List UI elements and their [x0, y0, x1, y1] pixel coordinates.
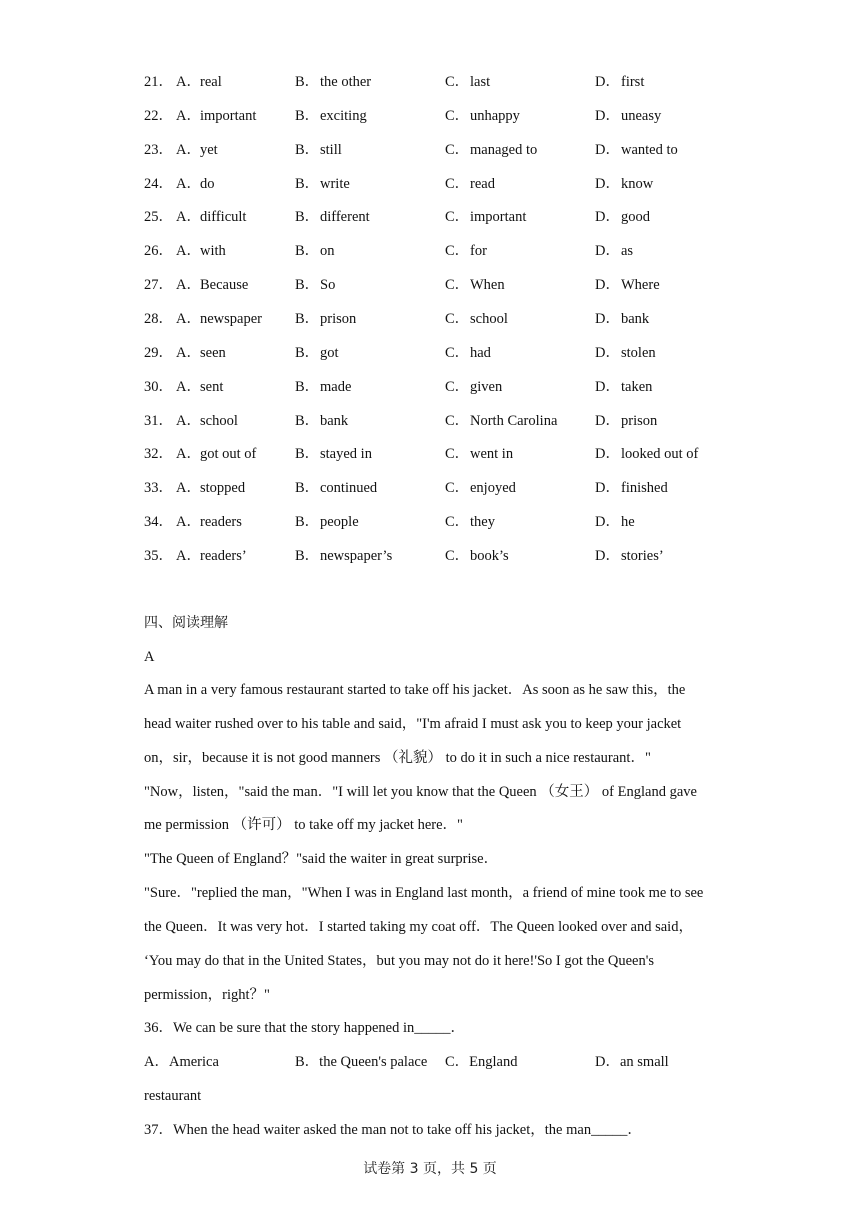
option-c[interactable]: unhappy [470, 107, 520, 124]
option-label-d: D． [595, 141, 620, 158]
option-c[interactable]: given [470, 378, 503, 395]
option-label-c: C． [445, 547, 470, 564]
question-number: 27． [144, 277, 173, 294]
option-b[interactable]: still [320, 141, 342, 158]
question-number: 35． [144, 547, 173, 564]
cloze-option-row [0, 336, 860, 370]
option-label-c: C． [445, 243, 470, 260]
passage-line: ‘You may do that in the United States，but you may not do it here!'So I got the Queen's [144, 952, 654, 969]
option-label-a: A． [176, 310, 201, 327]
option-label-c: C． [445, 446, 470, 463]
option-label-b: B． [295, 277, 320, 294]
option-label-a: A． [176, 277, 201, 294]
option-label-b: B． [295, 74, 320, 90]
option-d[interactable]: stolen [621, 344, 656, 361]
option-b[interactable]: continued [320, 480, 378, 497]
option-label-c: C． [445, 107, 470, 124]
question-number: 28． [144, 310, 173, 327]
q36-option-d[interactable]: D．an small [595, 1054, 669, 1070]
passage-line: head waiter rushed over to his table and said，"I'm afraid I must ask you to keep your jacket [144, 715, 682, 732]
option-d[interactable]: bank [621, 310, 650, 327]
option-label-a: A． [176, 141, 201, 158]
option-a[interactable]: stopped [200, 480, 246, 497]
option-b[interactable]: stayed in [320, 446, 372, 463]
option-label-c: C． [445, 141, 470, 158]
option-label-c: C． [445, 480, 470, 497]
option-label-a: A． [176, 514, 201, 531]
option-label-d: D． [595, 446, 620, 463]
option-label-b: B． [295, 141, 320, 158]
option-d[interactable]: wanted to [621, 141, 678, 158]
option-a[interactable]: got out of [200, 446, 257, 463]
option-label-c: C． [445, 310, 470, 327]
option-d[interactable]: first [621, 74, 645, 90]
option-label-c: C． [445, 277, 470, 294]
option-label-d: D． [595, 74, 620, 90]
option-a[interactable]: with [200, 243, 226, 260]
option-a[interactable]: real [200, 74, 222, 90]
cloze-option-row [0, 437, 860, 471]
q36-option-b[interactable]: B．the Queen's palace [295, 1054, 428, 1070]
option-a[interactable]: yet [200, 141, 218, 158]
cloze-option-row [0, 370, 860, 404]
question-number: 31． [144, 412, 173, 429]
option-label-b: B． [295, 446, 320, 463]
cloze-option-row [0, 268, 860, 302]
question-number: 30． [144, 378, 173, 395]
passage-line: permission，right？" [144, 986, 270, 1003]
option-label-a: A． [176, 480, 201, 497]
option-b[interactable]: different [320, 209, 370, 226]
option-label-a: A． [176, 107, 201, 124]
option-label-d: D． [595, 175, 620, 192]
option-b[interactable]: got [320, 344, 339, 361]
option-label-b: B． [295, 175, 320, 192]
option-label-d: D． [595, 344, 620, 361]
option-label-b: B． [295, 310, 320, 327]
option-c[interactable]: When [470, 277, 505, 294]
passage-label: A [144, 649, 155, 665]
cloze-option-row [0, 404, 860, 438]
question-number: 21． [144, 74, 173, 90]
option-label-b: B． [295, 107, 320, 124]
q36-option-d-continued: restaurant [144, 1088, 202, 1104]
cloze-option-row [0, 539, 860, 573]
option-c[interactable]: enjoyed [470, 480, 516, 497]
cloze-option-row [0, 133, 860, 167]
option-c[interactable]: went in [470, 446, 514, 463]
option-a[interactable]: school [200, 412, 238, 429]
option-label-b: B． [295, 480, 320, 497]
option-label-d: D． [595, 310, 620, 327]
option-c[interactable]: managed to [470, 141, 538, 158]
option-label-d: D． [595, 107, 620, 124]
question-number: 22． [144, 107, 173, 124]
question-37-stem: 37．When the head waiter asked the man not to take off his jacket，the man_____． [144, 1122, 642, 1138]
option-b[interactable]: write [320, 175, 350, 192]
option-c[interactable]: important [470, 209, 527, 226]
option-label-a: A． [176, 378, 201, 395]
cloze-option-row [0, 99, 860, 133]
option-d[interactable]: prison [621, 412, 658, 429]
option-label-a: A． [176, 344, 201, 361]
option-a[interactable]: readers’ [200, 547, 247, 564]
option-d[interactable]: know [621, 175, 654, 192]
cloze-option-row [0, 65, 860, 99]
passage-line: "The Queen of England？"said the waiter in great surprise． [144, 851, 499, 868]
question-number: 25． [144, 209, 173, 226]
option-label-b: B． [295, 378, 320, 395]
passage-line: A man in a very famous restaurant started to take off his jacket．As soon as he saw this，the [144, 682, 686, 698]
option-label-c: C． [445, 514, 470, 531]
option-label-a: A． [176, 209, 201, 226]
option-a[interactable]: newspaper [200, 310, 263, 327]
option-label-a: A． [176, 243, 201, 260]
option-d[interactable]: as [621, 243, 634, 260]
question-number: 32． [144, 446, 173, 463]
option-label-d: D． [595, 243, 620, 260]
option-label-b: B． [295, 209, 320, 226]
option-b[interactable]: the other [320, 74, 372, 90]
option-label-c: C． [445, 74, 470, 90]
option-b[interactable]: exciting [320, 107, 367, 124]
cloze-option-row [0, 505, 860, 539]
option-label-d: D． [595, 480, 620, 497]
q36-option-c[interactable]: C．England [445, 1054, 518, 1070]
option-d[interactable]: finished [621, 480, 668, 497]
option-label-c: C． [445, 175, 470, 192]
option-c[interactable]: had [470, 344, 491, 361]
passage-line: on，sir，because it is not good manners （礼貌） to do it in such a nice restaurant．" [144, 749, 651, 766]
option-label-d: D． [595, 209, 620, 226]
option-b[interactable]: So [320, 277, 336, 294]
option-a[interactable]: important [200, 107, 257, 124]
option-label-b: B． [295, 514, 320, 531]
passage-line: "Sure．"replied the man，"When I was in England last month，a friend of mine took me to see [144, 885, 704, 902]
option-a[interactable]: difficult [200, 209, 247, 226]
option-label-c: C． [445, 209, 470, 226]
option-b[interactable]: prison [320, 310, 357, 327]
option-label-a: A． [176, 74, 201, 90]
option-a[interactable]: Because [200, 277, 249, 294]
option-label-d: D． [595, 277, 620, 294]
cloze-option-row [0, 234, 860, 268]
cloze-option-row [0, 167, 860, 201]
section-title: 四、阅读理解 [144, 615, 228, 631]
option-d[interactable]: he [621, 514, 635, 531]
option-c[interactable]: read [470, 175, 495, 192]
option-label-d: D． [595, 412, 620, 429]
question-number: 34． [144, 514, 173, 531]
option-label-a: A． [176, 175, 201, 192]
option-d[interactable]: looked out of [621, 446, 699, 463]
passage-line: the Queen．It was very hot．I started taking my coat off．The Queen looked over and said， [144, 918, 693, 935]
passage-line: "Now，listen，"said the man．"I will let you know that the Queen （女王） of England gave [144, 783, 697, 800]
option-a[interactable]: sent [200, 378, 224, 395]
option-a[interactable]: seen [200, 344, 226, 361]
option-a[interactable]: do [200, 175, 215, 192]
question-number: 24． [144, 175, 173, 192]
option-c[interactable]: for [470, 243, 487, 260]
option-c[interactable]: North Carolina [470, 412, 558, 429]
option-label-a: A． [176, 547, 201, 564]
option-label-a: A． [176, 412, 201, 429]
option-b[interactable]: people [320, 514, 359, 531]
question-number: 26． [144, 243, 173, 260]
option-d[interactable]: good [621, 209, 650, 226]
option-b[interactable]: made [320, 378, 352, 395]
question-number: 23． [144, 141, 173, 158]
option-d[interactable]: taken [621, 378, 653, 395]
option-b[interactable]: bank [320, 412, 349, 429]
question-36-options [0, 1045, 860, 1079]
option-label-b: B． [295, 243, 320, 260]
question-36-stem: 36．We can be sure that the story happened in_____． [144, 1020, 465, 1036]
page-footer: 试卷第 3 页，共 5 页 [363, 1161, 497, 1177]
question-number: 29． [144, 344, 173, 361]
option-label-b: B． [295, 547, 320, 564]
option-label-d: D． [595, 514, 620, 531]
passage-line: me permission （许可） to take off my jacket here．" [144, 817, 463, 834]
option-c[interactable]: book’s [470, 547, 509, 564]
option-c[interactable]: last [470, 74, 491, 90]
cloze-option-row [0, 471, 860, 505]
option-a[interactable]: readers [200, 514, 242, 531]
option-label-a: A． [176, 446, 201, 463]
option-d[interactable]: stories’ [621, 547, 664, 564]
option-label-c: C． [445, 378, 470, 395]
option-d[interactable]: uneasy [621, 107, 662, 124]
option-label-d: D． [595, 378, 620, 395]
option-d[interactable]: Where [621, 277, 660, 294]
option-label-b: B． [295, 412, 320, 429]
cloze-option-row [0, 302, 860, 336]
option-b[interactable]: on [320, 243, 335, 260]
cloze-option-row [0, 200, 860, 234]
option-c[interactable]: they [470, 514, 495, 531]
option-label-b: B． [295, 344, 320, 361]
option-c[interactable]: school [470, 310, 508, 327]
option-label-c: C． [445, 344, 470, 361]
q36-option-a[interactable]: A．America [144, 1054, 219, 1070]
option-b[interactable]: newspaper’s [320, 547, 393, 564]
question-number: 33． [144, 480, 173, 497]
option-label-d: D． [595, 547, 620, 564]
option-label-c: C． [445, 412, 470, 429]
